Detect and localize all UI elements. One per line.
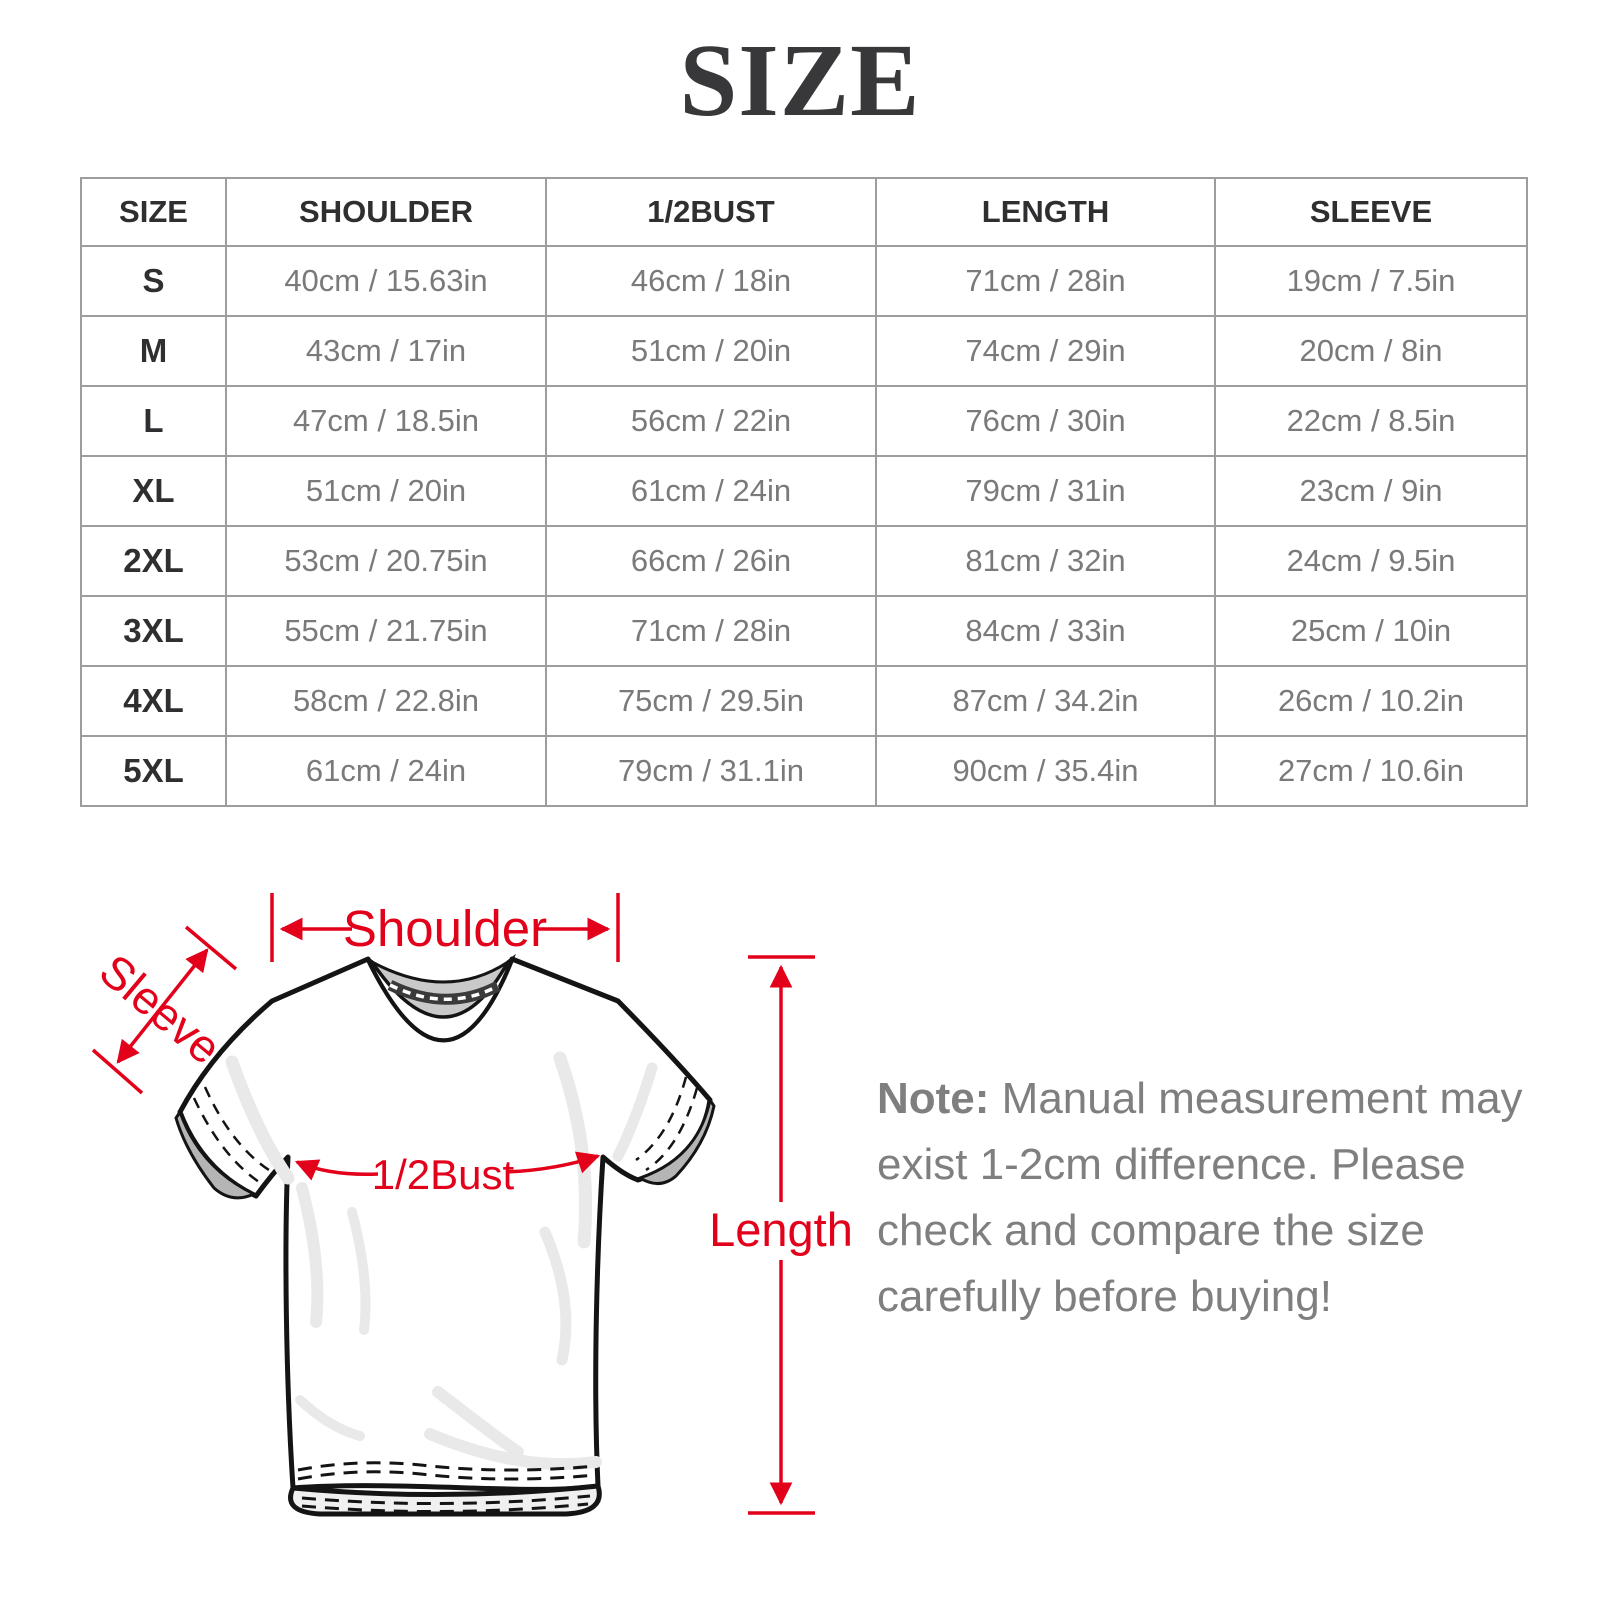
size-cell: 3XL — [81, 596, 226, 666]
length-label: Length — [709, 1203, 853, 1256]
measurement-cell: 22cm / 8.5in — [1215, 386, 1527, 456]
hem-band-stitch — [302, 1496, 590, 1504]
table-row — [81, 666, 1527, 736]
size-cell: XL — [81, 456, 226, 526]
column-header: 1/2BUST — [546, 178, 876, 246]
measurement-cell: 43cm / 17in — [226, 316, 546, 386]
table-row — [81, 526, 1527, 596]
collar-inside — [372, 962, 508, 1017]
size-table — [80, 177, 1528, 807]
note-line: check and compare the size — [877, 1206, 1425, 1255]
measurement-cell: 26cm / 10.2in — [1215, 666, 1527, 736]
note-line: carefully before buying! — [877, 1272, 1332, 1321]
shoulder-label: Shoulder — [342, 900, 548, 957]
measurement-cell: 27cm / 10.6in — [1215, 736, 1527, 806]
bust-label: 1/2Bust — [371, 1151, 515, 1198]
measurement-cell: 90cm / 35.4in — [876, 736, 1215, 806]
measurement-cell: 75cm / 29.5in — [546, 666, 876, 736]
measurement-annotations — [90, 893, 853, 1513]
column-header: SLEEVE — [1215, 178, 1527, 246]
size-cell: M — [81, 316, 226, 386]
table-header-row — [81, 178, 1527, 246]
column-header: SIZE — [81, 178, 226, 246]
sleeve-arrow — [118, 950, 207, 1062]
measurement-cell: 56cm / 22in — [546, 386, 876, 456]
left-cuff-stitch-2 — [205, 1087, 272, 1172]
measurement-cell: 79cm / 31in — [876, 456, 1215, 526]
measurement-cell: 19cm / 7.5in — [1215, 246, 1527, 316]
column-header: SHOULDER — [226, 178, 546, 246]
collar-stitch-dashes — [390, 985, 498, 999]
length-annotation — [709, 957, 853, 1513]
measurement-cell: 25cm / 10in — [1215, 596, 1527, 666]
size-cell: L — [81, 386, 226, 456]
shoulder-annotation — [272, 893, 618, 962]
table-row — [81, 246, 1527, 316]
measurement-cell: 47cm / 18.5in — [226, 386, 546, 456]
left-cuff-opening — [176, 1112, 254, 1198]
measurement-cell: 46cm / 18in — [546, 246, 876, 316]
left-cuff-stitch — [194, 1098, 262, 1184]
measurement-cell: 71cm / 28in — [876, 246, 1215, 316]
collar — [368, 959, 512, 1040]
bust-annotation — [297, 1151, 598, 1198]
note-label: Note: — [877, 1074, 990, 1123]
measurement-cell: 23cm / 9in — [1215, 456, 1527, 526]
measurement-cell: 20cm / 8in — [1215, 316, 1527, 386]
sleeve-lower-tick — [93, 1050, 142, 1093]
page-title: SIZE — [679, 23, 921, 138]
left-cuff — [176, 1087, 272, 1198]
measurement-cell: 87cm / 34.2in — [876, 666, 1215, 736]
table-row — [81, 736, 1527, 806]
measurement-cell: 61cm / 24in — [546, 456, 876, 526]
table-row — [81, 456, 1527, 526]
measurement-cell: 24cm / 9.5in — [1215, 526, 1527, 596]
sleeve-label: Sleeve — [89, 943, 232, 1075]
size-cell: 5XL — [81, 736, 226, 806]
size-cell: 2XL — [81, 526, 226, 596]
measurement-cell: 81cm / 32in — [876, 526, 1215, 596]
note-text — [877, 1066, 1527, 1330]
measurement-cell: 55cm / 21.75in — [226, 596, 546, 666]
hem-band-stitch-2 — [302, 1504, 588, 1512]
collar-stitch-band — [390, 985, 498, 999]
hem — [291, 1463, 600, 1514]
table-row — [81, 596, 1527, 666]
size-cell: S — [81, 246, 226, 316]
right-cuff-opening — [640, 1100, 714, 1184]
column-header: LENGTH — [876, 178, 1215, 246]
measurement-cell: 79cm / 31.1in — [546, 736, 876, 806]
measurement-cell: 74cm / 29in — [876, 316, 1215, 386]
measurement-cell: 76cm / 30in — [876, 386, 1215, 456]
measurement-cell: 58cm / 22.8in — [226, 666, 546, 736]
right-cuff — [636, 1077, 714, 1184]
sleeve-annotation — [90, 927, 236, 1093]
measurement-cell: 40cm / 15.63in — [226, 246, 546, 316]
table-row — [81, 316, 1527, 386]
measurement-cell: 66cm / 26in — [546, 526, 876, 596]
measurement-cell: 51cm / 20in — [546, 316, 876, 386]
wrinkle-shading — [232, 1058, 652, 1464]
hem-upper-stitch — [298, 1463, 596, 1470]
size-cell: 4XL — [81, 666, 226, 736]
bust-arrow-left — [297, 1162, 378, 1174]
measurement-cell: 84cm / 33in — [876, 596, 1215, 666]
table-row — [81, 386, 1527, 456]
right-cuff-stitch — [646, 1088, 697, 1170]
tshirt-outline — [180, 959, 710, 1489]
hem-band — [291, 1486, 600, 1514]
measurement-cell: 51cm / 20in — [226, 456, 546, 526]
hem-upper-stitch-2 — [298, 1472, 596, 1479]
note-line — [877, 1066, 1527, 1132]
note-line: exist 1-2cm difference. Please — [877, 1140, 1466, 1189]
right-cuff-stitch-2 — [636, 1077, 686, 1160]
tshirt-illustration — [176, 959, 714, 1514]
measurement-cell: 71cm / 28in — [546, 596, 876, 666]
note-line-text: Manual measurement may — [1001, 1074, 1523, 1123]
measurement-cell: 61cm / 24in — [226, 736, 546, 806]
sleeve-upper-tick — [186, 927, 236, 969]
collar-band — [368, 959, 512, 1040]
bust-arrow-right — [506, 1156, 598, 1172]
measurement-cell: 53cm / 20.75in — [226, 526, 546, 596]
